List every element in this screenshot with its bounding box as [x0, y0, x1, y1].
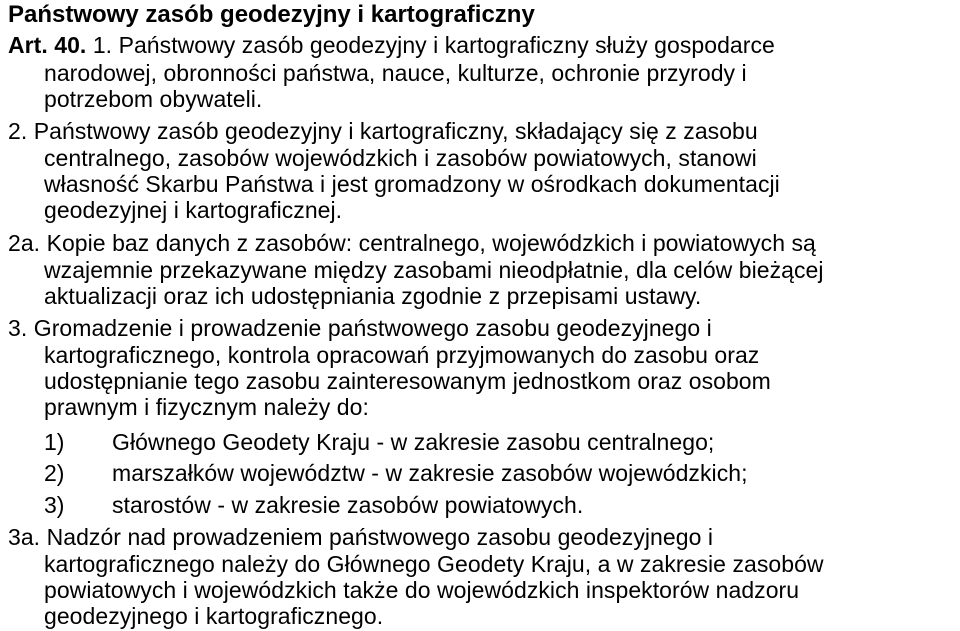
paragraph-2-line-2: centralnego, zasobów wojewódzkich i zasobów powiatowych, stanowi: [44, 145, 757, 171]
paragraph-3a-line-2: kartograficznego należy do Głównego Geodety Kraju, a w zakresie zasobów: [44, 551, 824, 577]
document-title: Państwowy zasób geodezyjny i kartograficzny: [8, 1, 535, 28]
paragraph-1-line-3: potrzebom obywateli.: [44, 86, 263, 112]
paragraph-3-line-3: udostępnianie tego zasobu zainteresowanym jednostkom oraz osobom: [44, 368, 771, 394]
paragraph-3-line-2: kartograficznego, kontrola opracowań przyjmowanych do zasobu oraz: [44, 342, 760, 368]
article-line-1: [8, 31, 775, 59]
paragraph-2a-line-3: aktualizacji oraz ich udostępniania zgodnie z przepisami ustawy.: [44, 283, 702, 309]
list-item-3-text: starostów - w zakresie zasobów powiatowych.: [112, 492, 584, 518]
paragraph-2-text-1: Państwowy zasób geodezyjny i kartograficzny, składający się z zasobu: [33, 118, 758, 144]
paragraph-2a-text-1: Kopie baz danych z zasobów: centralnego, wojewódzkich i powiatowych są: [46, 230, 816, 256]
paragraph-3-line-4: prawnym i fizycznym należy do:: [44, 394, 369, 420]
paragraph-3-text-1: Gromadzenie i prowadzenie państwowego zasobu geodezyjnego i: [33, 315, 712, 341]
paragraph-2a-number: 2a.: [8, 230, 41, 256]
paragraph-3a-line-1: [8, 523, 713, 551]
paragraph-2-line-3: własność Skarbu Państwa i jest gromadzony w ośrodkach dokumentacji: [44, 171, 780, 197]
paragraph-3-line-1: [8, 314, 712, 342]
paragraph-3a-line-3: powiatowych i wojewódzkich także do wojewódzkich inspektorów nadzoru: [44, 577, 800, 603]
paragraph-3a-line-4: geodezyjnego i kartograficznego.: [44, 603, 384, 629]
paragraph-3a-number: 3a.: [8, 524, 41, 550]
paragraph-3-number: 3.: [8, 315, 28, 341]
paragraph-2a-line-1: [8, 229, 816, 257]
article-label: Art. 40.: [8, 32, 87, 58]
list-item-2-text: marszałków województw - w zakresie zasobów wojewódzkich;: [112, 460, 748, 486]
paragraph-2a-line-2: wzajemnie przekazywane między zasobami nieodpłatnie, dla celów bieżącej: [44, 257, 824, 283]
paragraph-2-line-1: [8, 117, 758, 145]
paragraph-1-line-2: narodowej, obronności państwa, nauce, kulturze, ochronie przyrody i: [44, 60, 747, 86]
paragraph-3a-text-1: Nadzór nad prowadzeniem państwowego zasobu geodezyjnego i: [46, 524, 714, 550]
paragraph-1-number: 1.: [92, 32, 113, 58]
list-item-1-text: Głównego Geodety Kraju - w zakresie zasobu centralnego;: [112, 429, 715, 455]
list-item-2-number: 2): [44, 460, 65, 486]
paragraph-1-line-1: Państwowy zasób geodezyjny i kartograficzny służy gospodarce: [118, 32, 775, 58]
list-item-3-number: 3): [44, 492, 65, 518]
list-item-1-number: 1): [44, 429, 65, 455]
paragraph-2-number: 2.: [8, 118, 28, 144]
paragraph-2-line-4: geodezyjnej i kartograficznej.: [44, 197, 343, 223]
